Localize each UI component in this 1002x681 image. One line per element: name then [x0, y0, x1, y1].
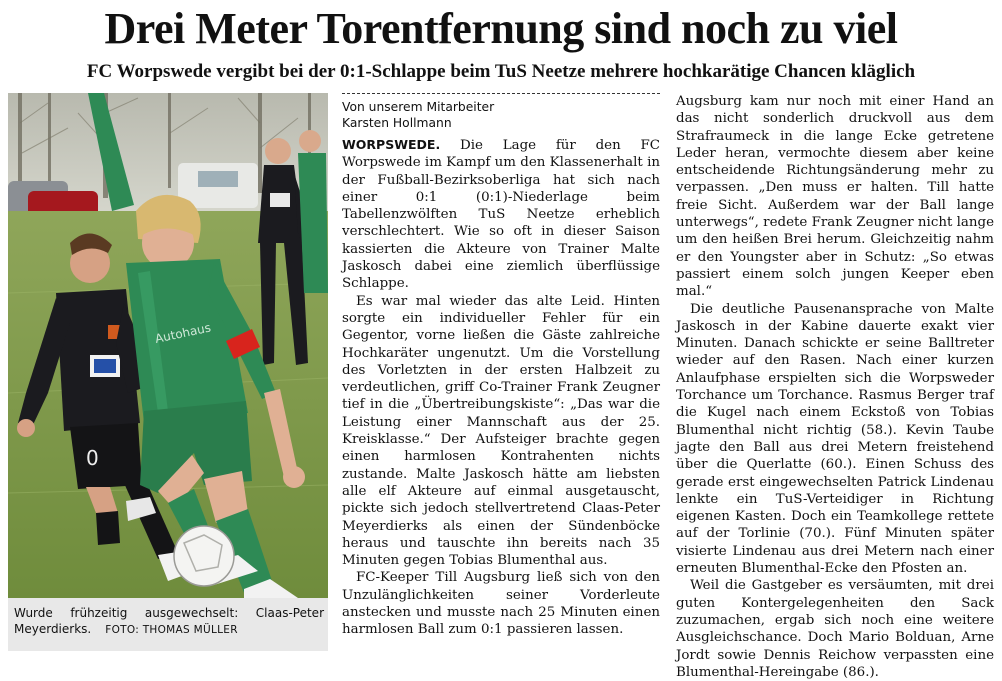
- article-paragraph-2: Es war mal wieder das alte Leid. Hinten sorgte ein individueller Fehler für ein Gegentor, vorne ließen die Gäste zahlreiche Hochkaräter ungenutzt. Um die Vorstellung des Vorletzten in der ersten Halbzeit zu verdeutlichen, griff Co-Trainer Frank Zeugner tief in die „Übertreibungskiste“: „Das war die Leistung einer Mannschaft aus der 25. Kreisklasse.“ Der Aufsteiger brachte gegen einen harmlosen Kontrahenten nichts zustande. Malte Jaskosch hätte am liebsten alle elf Akteure auf einmal ausgetauscht, pickte sich jedoch stellvertretend Claas-Peter Meyerdierks als einen der Sündenböcke heraus und tauschte ihn bereits nach 35 Minuten gegen Tobias Blumenthal aus.: [342, 293, 660, 569]
- svg-text:Autohaus: Autohaus: [153, 320, 213, 346]
- dateline: WORPSWEDE.: [342, 137, 441, 152]
- article-paragraph-1: [342, 136, 660, 293]
- article-paragraph-3: FC-Keeper Till Augsburg ließ sich von den Unzulänglichkeiten seiner Vorderleute anstecken und musste nach 25 Minuten einen harmlosen Ball zum 0:1 passieren lassen.: [342, 570, 660, 638]
- match-photo: [8, 93, 328, 598]
- article-paragraph-5: Weil die Gastgeber es versäumten, mit drei guten Kontergelegenheiten den Sack zuzumachen, ergab sich noch eine weitere Ausgleichschance. Doch Mario Bolduan, Arne Jordt sowie Dennis Reichow verpassten eine Blumenthal-Hereingabe (86.).: [676, 578, 994, 680]
- football-scene-illustration: [8, 93, 328, 598]
- caption-text: Wurde frühzeitig ausgewechselt: Claas-Peter Meyerdierks.: [14, 606, 324, 636]
- photo-box: [8, 93, 328, 651]
- photo-credit: FOTO: THOMAS MÜLLER: [105, 624, 238, 636]
- photo-caption: [14, 605, 324, 638]
- author-block: [342, 99, 660, 131]
- article-paragraph-3-continued: Augsburg kam nur noch mit einer Hand an das nicht sonderlich druckvoll aus dem Strafraumeck in die lange Ecke getretene Leder heran, vermochte diesem aber keine entscheidende Richtungsänderung mehr zu verpassen. „Den muss er halten. Till hatte freie Sicht. Außerdem war der Ball lange unterwegs“, redete Frank Zeugner nicht lange um den heißen Brei herum. Gleichzeitig nahm er den Youngster aber in Schutz: „So etwas passiert einem solch jungen Keeper eben mal.“: [676, 94, 994, 300]
- article-column-right: [676, 93, 994, 681]
- author-line-1: Von unserem Mitarbeiter: [342, 100, 495, 114]
- svg-text:0: 0: [86, 446, 99, 470]
- article-paragraph-4: Die deutliche Pausenansprache von Malte Jaskosch in der Kabine dauerte exakt vier Minuten. Danach schickte er seine Balltreter wieder auf den Rasen. Nach einer kurzen Anlaufphase erspielten sich die Worpsweder Torchance um Torchance. Rasmus Berger traf die Kugel nach einem Eckstoß von Tobias Blumenthal nicht richtig (58.). Kevin Taube jagte den Ball aus drei Metern freistehend über die Querlatte (60.). Einen Schuss des gerade erst eingewechselten Patrick Lindenau lenkte ein TuS-Verteidiger in Richtung eigenen Kasten. Doch ein Teamkollege rettete auf der Torlinie (70.). Fünf Minuten später visierte Lindenau aus drei Metern nach einer erneuten Blumenthal-Ecke den Pfosten an.: [676, 301, 994, 577]
- headline: Drei Meter Torentfernung sind noch zu viel: [104, 4, 898, 53]
- subheadline: FC Worpswede vergibt bei der 0:1-Schlappe beim TuS Neetze mehrere hochkarätige Chancen kläglich: [86, 61, 916, 82]
- article-column-left: [342, 93, 660, 639]
- author-line-2: Karsten Hollmann: [342, 116, 452, 130]
- author-divider: [342, 93, 660, 94]
- paragraph-1-text: Die Lage für den FC Worpswede im Kampf um den Klassenerhalt in der Fußball-Bezirksoberliga hat sich nach einer 0:1 (0:1)-Niederlage beim Tabellenzwölften TuS Neetze erheblich verschlechtert. Wie so oft in dieser Saison kassierten die Akteure von Trainer Malte Jaskosch dabei eine ziemlich überflüssige Schlappe.: [342, 138, 661, 292]
